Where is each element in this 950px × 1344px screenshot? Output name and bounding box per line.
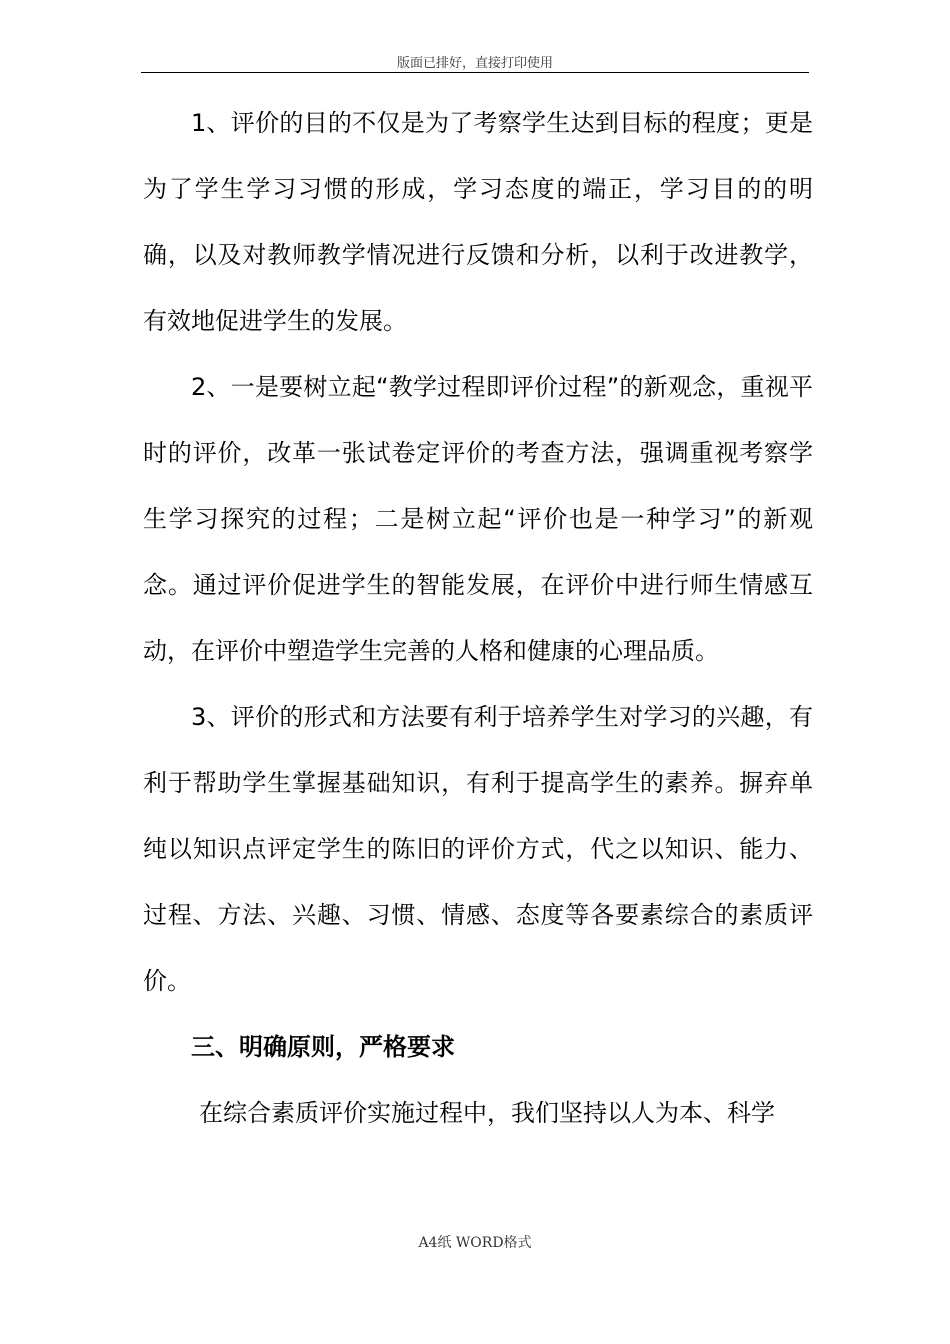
paragraph-evaluation-concept: 2、一是要树立起“教学过程即评价过程”的新观念，重视平时的评价，改革一张试卷定评价的考查方法，强调重视考察学生学习探究的过程；二是树立起“评价也是一种学习”的新观念。通过评价促进学生的智能发展，在评价中进行师生情感互动，在评价中塑造学生完善的人格和健康的心理品质。	[143, 373, 813, 665]
section-heading-principles: 三、明确原则，严格要求	[191, 1033, 455, 1061]
document-body	[143, 90, 813, 1146]
paragraph-evaluation-methods: 3、评价的形式和方法要有利于培养学生对学习的兴趣，有利于帮助学生掌握基础知识，有利于提高学生的素养。摒弃单纯以知识点评定学生的陈旧的评价方式，代之以知识、能力、过程、方法、兴趣、习惯、情感、态度等各要素综合的素质评价。	[143, 703, 813, 995]
paragraph-principles-intro: 在综合素质评价实施过程中，我们坚持以人为本、科学	[199, 1099, 775, 1127]
page-header-text: 版面已排好，直接打印使用	[396, 56, 553, 71]
header-rule	[141, 72, 809, 73]
paragraph-evaluation-purpose: 1、评价的目的不仅是为了考察学生达到目标的程度；更是为了学生学习习惯的形成，学习态度的端正，学习目的的明确，以及对教师教学情况进行反馈和分析，以利于改进教学，有效地促进学生的发展。	[143, 109, 813, 335]
page-footer-text: A4纸 WORD格式	[418, 1235, 532, 1251]
